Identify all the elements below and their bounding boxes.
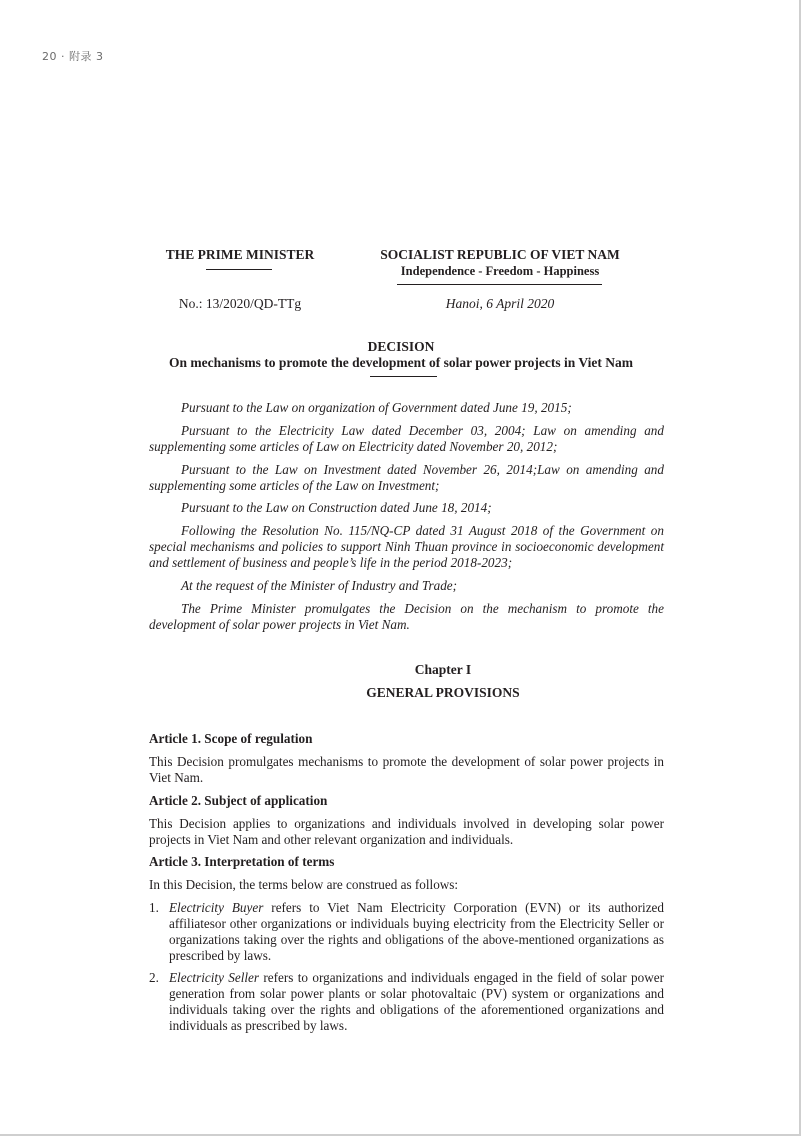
place-date: Hanoi, 6 April 2020 (445, 296, 555, 311)
term-number: 2. (149, 970, 159, 985)
chapter-number: Chapter I (414, 662, 472, 677)
term-name: Electricity Seller (169, 970, 260, 985)
decision-subtitle: On mechanisms to promote the development of solar power projects in Viet Nam (169, 355, 633, 370)
term-list-item (149, 970, 664, 1034)
term-number: 1. (149, 900, 159, 915)
issuer-underline (206, 269, 272, 270)
chapter-title: GENERAL PROVISIONS (366, 685, 520, 700)
subtitle-underline (370, 376, 437, 377)
term-name: Electricity Buyer (169, 900, 264, 915)
article-1-body: This Decision promulgates mechanisms to promote the development of solar power projects in Viet Nam. (149, 754, 664, 785)
term-text (169, 970, 664, 1034)
term-definition: refers to Viet Nam Electricity Corporation (EVN) or its authorized affiliatesor other organizations or individuals buying electricity from the Electricity Seller or organizations taking over the rights and obligations of the above-mentioned organizations as prescribed by laws. (169, 900, 664, 963)
state-title: SOCIALIST REPUBLIC OF VIET NAM (380, 247, 620, 262)
preamble-6: At the request of the Minister of Industry and Trade; (181, 578, 458, 593)
state-motto: Independence - Freedom - Happiness (400, 264, 600, 278)
running-head: 20 · 附录 3 (42, 50, 104, 63)
motto-underline (397, 284, 602, 285)
article-2-body: This Decision applies to organizations and individuals involved in developing solar power projects in Viet Nam and other relevant organization and individuals. (149, 816, 664, 847)
term-text (169, 900, 664, 964)
decision-number: No.: 13/2020/QD-TTg (178, 296, 302, 311)
term-definition: refers to organizations and individuals engaged in the field of solar power generation from solar power plants or solar photovaltaic (PV) system or organizations and individuals taking over the rights and obligations of the aforementioned organizations and individuals as prescribed by laws. (169, 970, 664, 1033)
article-3-body: In this Decision, the terms below are construed as follows: (149, 877, 459, 892)
article-2-heading: Article 2. Subject of application (149, 793, 328, 808)
preamble-3: Pursuant to the Law on Investment dated November 26, 2014;Law on amending and supplementing some articles of the Law on Investment; (149, 462, 664, 493)
article-3-heading: Article 3. Interpretation of terms (149, 854, 335, 869)
preamble-1: Pursuant to the Law on organization of Government dated June 19, 2015; (181, 400, 572, 415)
decision-title: DECISION (367, 339, 435, 354)
term-list-item (149, 900, 664, 964)
preamble-7: The Prime Minister promulgates the Decision on the mechanism to promote the development of solar power projects in Viet Nam. (149, 601, 664, 632)
article-1-heading: Article 1. Scope of regulation (149, 731, 313, 746)
preamble-4: Pursuant to the Law on Construction dated June 18, 2014; (181, 500, 492, 515)
issuer-title: THE PRIME MINISTER (165, 247, 315, 262)
preamble-2: Pursuant to the Electricity Law dated December 03, 2004; Law on amending and supplementing some articles of Law on Electricity dated November 20, 2012; (149, 423, 664, 454)
preamble-5: Following the Resolution No. 115/NQ-CP dated 31 August 2018 of the Government on special mechanisms and policies to support Ninh Thuan province in socioeconomic development and settlement of business and people’s life in the period 2018-2023; (149, 523, 664, 570)
